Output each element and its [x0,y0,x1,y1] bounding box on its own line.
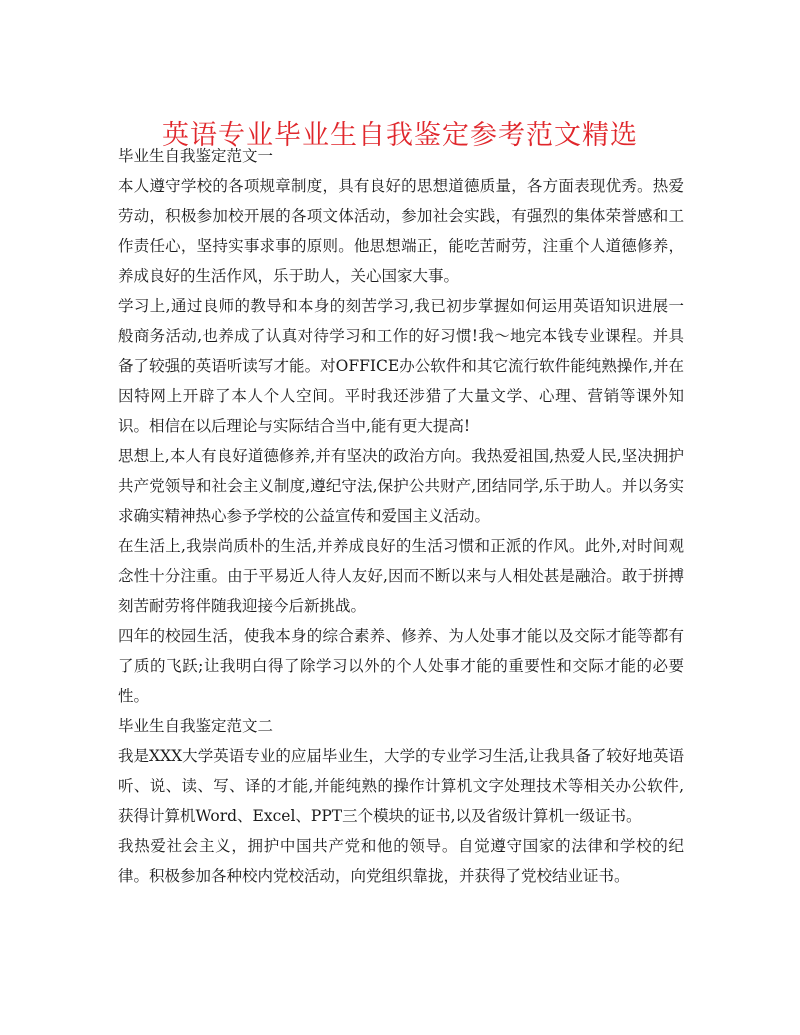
paragraph: 我是XXX大学英语专业的应届毕业生，大学的专业学习生活,让我具备了较好地英语听、说、读、写、译的才能,并能纯熟的操作计算机文字处理技术等相关办公软件,获得计算机Word、Excel、PPT三个模块的证书,以及省级计算机一级证书。 [118,747,684,825]
document-title: 英语专业毕业生自我鉴定参考范文精选 [162,120,638,152]
paragraph: 学习上,通过良师的教导和本身的刻苦学习,我已初步掌握如何运用英语知识进展一般商务活动,也养成了认真对待学习和工作的好习惯!我～地完本钱专业课程。并具备了较强的英语听读写才能。对OFFICE办公软件和其它流行软件能纯熟操作,并在因特网上开辟了本人个人空间。平时我还涉猎了大量文学、心理、营销等课外知识。相信在以后理论与实际结合当中,能有更大提高! [118,297,684,435]
section-heading-2: 毕业生自我鉴定范文二 [118,717,274,735]
paragraph: 本人遵守学校的各项规章制度，具有良好的思想道德质量，各方面表现优秀。热爱劳动，积极参加校开展的各项文体活动，参加社会实践，有强烈的集体荣誉感和工作责任心，坚持实事求事的原则。他思想端正，能吃苦耐劳，注重个人道德修养，养成良好的生活作风，乐于助人，关心国家大事。 [118,177,684,285]
document-body [118,141,684,891]
section-heading-1: 毕业生自我鉴定范文一 [118,147,274,165]
paragraph: 在生活上,我崇尚质朴的生活,并养成良好的生活习惯和正派的作风。此外,对时间观念性十分注重。由于平易近人待人友好,因而不断以来与人相处甚是融洽。敢于拼搏刻苦耐劳将伴随我迎接今后新挑战。 [118,537,684,615]
paragraph: 四年的校园生活，使我本身的综合素养、修养、为人处事才能以及交际才能等都有了质的飞跃;让我明白得了除学习以外的个人处事才能的重要性和交际才能的必要性。 [118,627,684,705]
paragraph: 我热爱社会主义，拥护中国共产党和他的领导。自觉遵守国家的法律和学校的纪律。积极参加各种校内党校活动，向党组织靠拢，并获得了党校结业证书。 [118,837,684,885]
paragraph: 思想上,本人有良好道德修养,并有坚决的政治方向。我热爱祖国,热爱人民,坚决拥护共产党领导和社会主义制度,遵纪守法,保护公共财产,团结同学,乐于助人。并以务实求确实精神热心参予学校的公益宣传和爱国主义活动。 [118,447,684,525]
